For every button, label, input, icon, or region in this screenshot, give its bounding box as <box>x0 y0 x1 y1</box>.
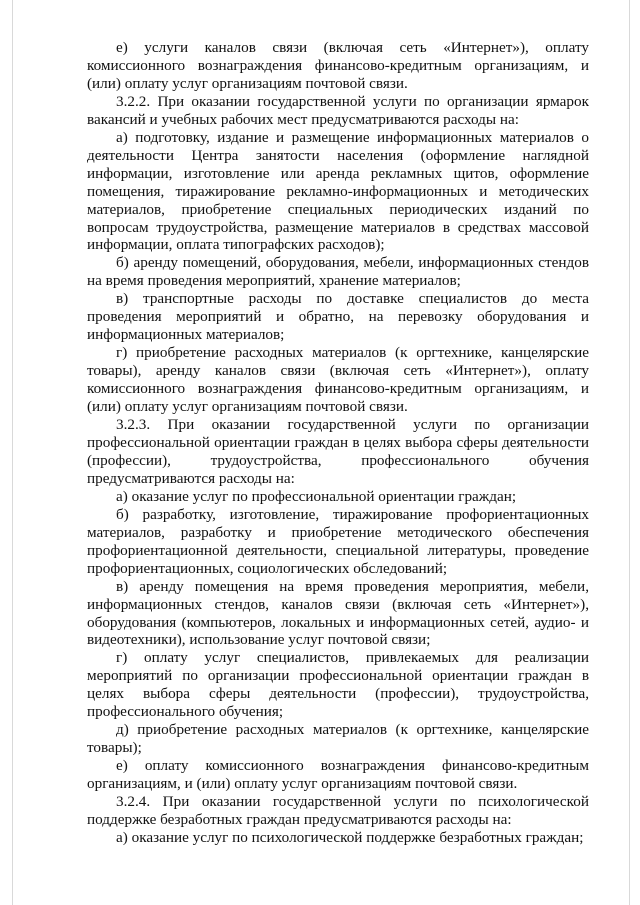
paragraph-3-2-2: 3.2.2. При оказании государственной услуги по организации ярмарок вакансий и учебных рабочих мест предусматриваются расходы на: <box>87 92 589 128</box>
paragraph-g-consumables-1: г) приобретение расходных материалов (к оргтехнике, канцелярские товары), аренду каналов связи (включая сеть «Интернет»), оплату комиссионного вознаграждения финансово-кредитным организациям, и (или) оплату услуг организациям почтовой связи. <box>87 344 589 416</box>
paragraph-a-psychological-support: а) оказание услуг по психологической поддержке безработных граждан; <box>116 828 584 846</box>
paragraph-a-information-materials: а) подготовку, издание и размещение информационных материалов о деятельности Центра занятости населения (оформление наглядной информации, изготовление или аренда рекламных щитов, оформление помещения, тиражирование рекламно-информационных и методических материалов, приобретение специальных периодических изданий по вопросам трудоустройства, размещение материалов в средствах массовой информации, оплата типографских расходов); <box>87 128 589 254</box>
paragraph-v-rent-equipment: в) аренду помещения на время проведения мероприятия, мебели, информационных стендов, каналов связи (включая сеть «Интернет»), оборудования (компьютеров, локальных и информационных сетей, аудио- и видеотехники), использование услуг почтовой связи; <box>87 577 589 649</box>
paragraph-a-career-guidance: а) оказание услуг по профессиональной ориентации граждан; <box>116 487 517 505</box>
paragraph-3-2-4: 3.2.4. При оказании государственной услуги по психологической поддержке безработных граждан предусматриваются расходы на: <box>87 793 589 828</box>
paragraph-g-specialists: г) оплату услуг специалистов, привлекаемых для реализации мероприятий по организации профессиональной ориентации граждан в целях выбора сферы деятельности (профессии), трудоустройства, профессионального обучения; <box>87 649 589 721</box>
paragraph-b-development: б) разработку, изготовление, тиражирование профориентационных материалов, разработку и приобретение методического обеспечения профориентационной деятельности, специальной литературы, проведение профориентационных, социологических обследований; <box>87 505 589 577</box>
scan-edge-right <box>629 0 630 905</box>
scan-edge-left <box>12 0 13 905</box>
paragraph-e-channels-1: е) услуги каналов связи (включая сеть «Интернет»), оплату комиссионного вознаграждения финансово-кредитным организациям, и (или) оплату услуг организациям почтовой связи. <box>87 39 589 92</box>
paragraph-v-transport: в) транспортные расходы по доставке специалистов до места проведения мероприятий и обратно, на перевозку оборудования и информационных материалов; <box>87 290 589 344</box>
paragraph-e-commission: е) оплату комиссионного вознаграждения финансово-кредитным организациям, и (или) оплату услуг организациям почтовой связи. <box>87 757 589 793</box>
paragraph-d-consumables-2: д) приобретение расходных материалов (к оргтехнике, канцелярские товары); <box>87 721 589 757</box>
paragraph-3-2-3: 3.2.3. При оказании государственной услуги по организации профессиональной ориентации граждан в целях выбора сферы деятельности (профессии), трудоустройства, профессионального обучения предусматриваются расходы на: <box>87 416 589 487</box>
paragraph-b-rent-premises: б) аренду помещений, оборудования, мебели, информационных стендов на время проведения мероприятий, хранение материалов; <box>87 254 589 290</box>
